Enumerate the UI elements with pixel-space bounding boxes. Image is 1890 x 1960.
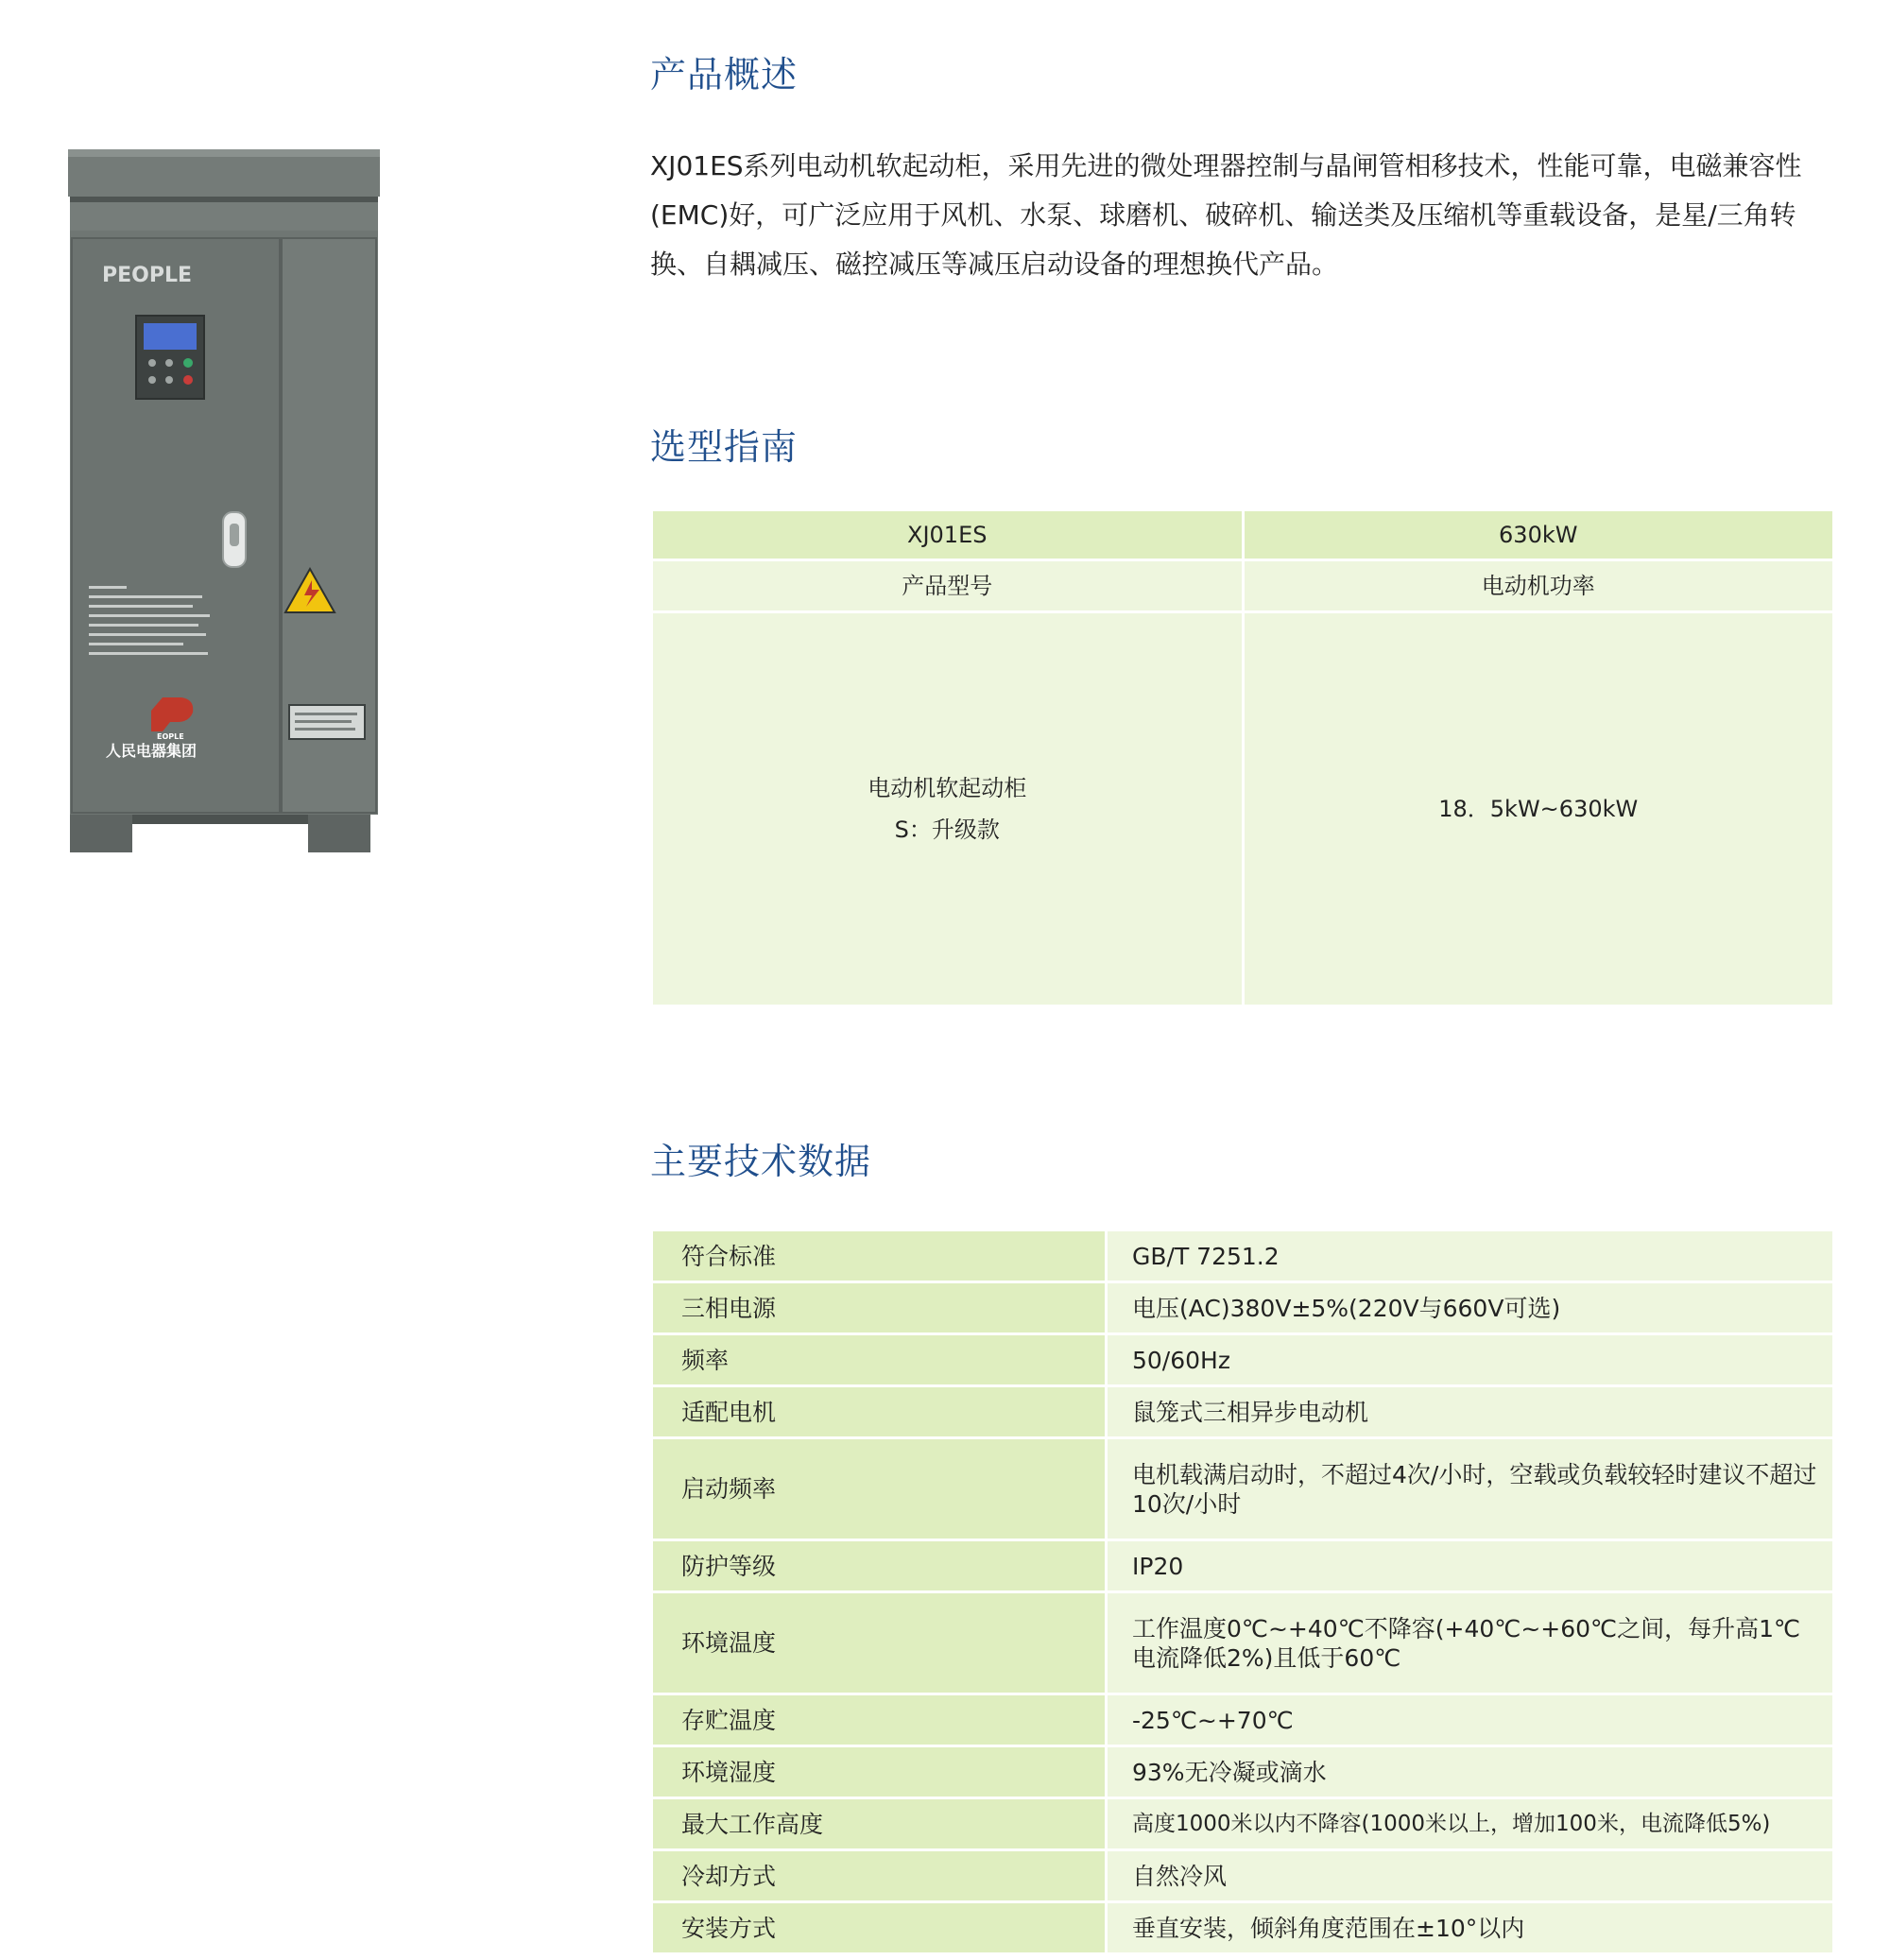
guide-header-row [652, 510, 1834, 560]
guide-body-row [652, 612, 1834, 1006]
overview-text: XJ01ES系列电动机软起动柜，采用先进的微处理器控制与晶闸管相移技术，性能可靠，电磁兼容性(EMC)好，可广泛应用于风机、水泵、球磨机、破碎机、输送类及压缩机等重载设备，是星/三角转换、自耦减压、磁控减压等减压启动设备的理想换代产品。 [650, 150, 1802, 280]
spec-value: 电机载满启动时，不超过4次/小时，空载或负载较轻时建议不超过10次/小时 [1107, 1438, 1834, 1540]
soft-starter-cabinet-image [57, 142, 397, 907]
table-row [652, 1334, 1834, 1386]
table-row [652, 1540, 1834, 1592]
guide-header-power: 630kW [1243, 510, 1834, 560]
table-row [652, 1694, 1834, 1746]
spec-value: 自然冷风 [1107, 1850, 1834, 1902]
spec-key: 防护等级 [652, 1540, 1107, 1592]
tech-data-title: 主要技术数据 [650, 1141, 872, 1182]
guide-product-variant: S：升级款 [894, 817, 1000, 843]
spec-value: -25℃~+70℃ [1107, 1694, 1834, 1746]
guide-product-name-cell [652, 612, 1244, 1006]
spec-key: 符合标准 [652, 1230, 1107, 1282]
table-row [652, 1438, 1834, 1540]
spec-value: 工作温度0℃~+40℃不降容(+40℃~+60℃之间，每升高1℃电流降低2%)且低于60℃ [1107, 1592, 1834, 1694]
guide-header-model: XJ01ES [652, 510, 1244, 560]
table-row [652, 1592, 1834, 1694]
selection-guide-table [650, 508, 1835, 1007]
table-row [652, 1902, 1834, 1954]
spec-key: 频率 [652, 1334, 1107, 1386]
tech-data-table [650, 1229, 1835, 1955]
spec-key: 启动频率 [652, 1438, 1107, 1540]
spec-key: 冷却方式 [652, 1850, 1107, 1902]
logo-text: 人民电器集团 [106, 742, 198, 760]
table-row [652, 1230, 1834, 1282]
spec-key: 最大工作高度 [652, 1798, 1107, 1850]
spec-value: 50/60Hz [1107, 1334, 1834, 1386]
guide-label-model: 产品型号 [652, 560, 1244, 612]
spec-value: GB/T 7251.2 [1107, 1230, 1834, 1282]
spec-key: 环境温度 [652, 1592, 1107, 1694]
guide-label-power: 电动机功率 [1243, 560, 1834, 612]
table-row [652, 1798, 1834, 1850]
table-row [652, 1386, 1834, 1438]
spec-value: 鼠笼式三相异步电动机 [1107, 1386, 1834, 1438]
selection-guide-title: 选型指南 [650, 426, 799, 468]
spec-value: 高度1000米以内不降容(1000米以上，增加100米，电流降低5%) [1107, 1798, 1834, 1850]
spec-value: 垂直安装，倾斜角度范围在±10°以内 [1107, 1902, 1834, 1954]
table-row [652, 1850, 1834, 1902]
spec-key: 三相电源 [652, 1282, 1107, 1334]
guide-product-name: 电动机软起动柜 [868, 775, 1027, 801]
brand-text: PEOPLE [102, 264, 193, 287]
logo-small-text: EOPLE [157, 732, 184, 741]
table-row [652, 1282, 1834, 1334]
spec-value: IP20 [1107, 1540, 1834, 1592]
spec-key: 存贮温度 [652, 1694, 1107, 1746]
spec-key: 适配电机 [652, 1386, 1107, 1438]
spec-key: 环境湿度 [652, 1746, 1107, 1798]
guide-label-row [652, 560, 1834, 612]
spec-value: 93%无冷凝或滴水 [1107, 1746, 1834, 1798]
spec-key: 安装方式 [652, 1902, 1107, 1954]
guide-power-range: 18．5kW~630kW [1243, 612, 1834, 1006]
overview-title: 产品概述 [650, 54, 799, 95]
spec-value: 电压(AC)380V±5%(220V与660V可选) [1107, 1282, 1834, 1334]
table-row [652, 1746, 1834, 1798]
